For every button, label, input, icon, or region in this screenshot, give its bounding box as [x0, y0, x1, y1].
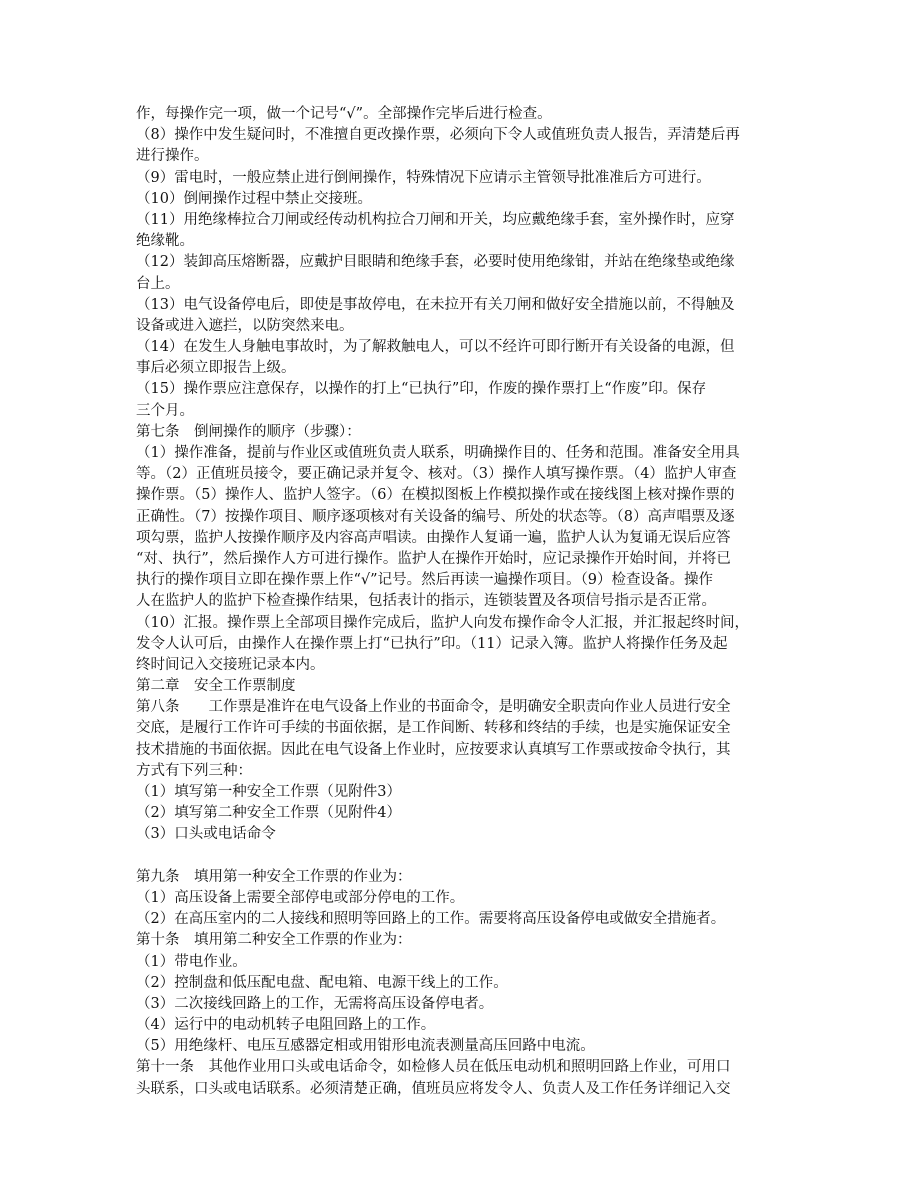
text-line: （3）二次接线回路上的工作，无需将高压设备停电者。: [136, 995, 494, 1012]
paragraph: [136, 189, 796, 210]
text-line: 第九条 填用第一种安全工作票的作业为：: [136, 868, 412, 885]
text-line: 进行操作。: [136, 148, 209, 165]
paragraph: [136, 909, 796, 930]
paragraph: [136, 337, 796, 379]
text-line: （2）填写第二种安全工作票（见附件4）: [136, 805, 401, 822]
paragraph: [136, 676, 796, 697]
paragraph: [136, 930, 796, 951]
text-line: 设备或进入遮拦，以防突然来电。: [136, 317, 354, 334]
paragraph: [136, 973, 796, 994]
text-line: （5）用绝缘杆、电压互感器定相或用钳形电流表测量高压回路中电流。: [136, 1038, 595, 1055]
text-line: 作，每操作完一项，做一个记号“√”。全部操作完毕后进行检查。: [136, 106, 552, 122]
paragraph: [136, 104, 796, 125]
paragraph: [136, 888, 796, 909]
text-line: （14）在发生人身触电事故时，为了解救触电人，可以不经许可即行断开有关设备的电源，但: [136, 339, 735, 356]
paragraph: [136, 952, 796, 973]
paragraph: [136, 1015, 796, 1036]
text-line: （10）汇报。操作票上全部项目操作完成后，监护人向发布操作命令人汇报，并汇报起终时间，: [136, 614, 749, 631]
text-line: 第十条 填用第二种安全工作票的作业为：: [136, 932, 412, 949]
text-line: 第七条 倒闸操作的顺序（步骤）：: [136, 423, 361, 440]
text-line: （1）填写第一种安全工作票（见附件3）: [136, 784, 401, 800]
text-line: （2）控制盘和低压配电盘、配电箱、电源干线上的工作。: [136, 974, 508, 991]
text-line: （9）雷电时，一般应禁止进行倒闸操作，特殊情况下应请示主管领导批准准后方可进行。: [136, 169, 711, 186]
text-line: 第二章 安全工作票制度: [136, 678, 296, 695]
paragraph: [136, 210, 796, 252]
text-line: （10）倒闸操作过程中禁止交接班。: [136, 190, 372, 207]
paragraph: [136, 1057, 796, 1099]
paragraph: [136, 252, 796, 294]
text-line: （2）在高压室内的二人接线和照明等回路上的工作。需要将高压设备停电或做安全措施者。: [136, 911, 726, 928]
text-line: “对、执行”，然后操作人方可进行操作。监护人在操作开始时，应记录操作开始时间，并将已: [136, 550, 731, 567]
text-line: （1）高压设备上需要全部停电或部分停电的工作。: [136, 889, 465, 906]
text-line: （1）操作准备，提前与作业区或值班负责人联系，明确操作目的、任务和范围。准备安全用具: [136, 445, 740, 461]
paragraph: [136, 422, 796, 443]
text-line: （13）电气设备停电后，即使是事故停电，在未拉开有关刀闸和做好安全措施以前，不得触及: [136, 296, 735, 313]
paragraph: [136, 168, 796, 189]
paragraph: [136, 125, 796, 167]
text-line: 正确性。（7）按操作项目、顺序逐项核对有关设备的编号、所处的状态等。（8）高声唱票及逐: [136, 508, 735, 525]
paragraph: [136, 443, 796, 676]
blank-line: [136, 846, 796, 867]
paragraph: [136, 697, 796, 782]
document-page: [136, 104, 796, 1100]
text-line: （3）口头或电话命令: [136, 826, 276, 843]
paragraph: [136, 803, 796, 824]
text-line: （12）装卸高压熔断器，应戴护目眼睛和绝缘手套，必要时使用绝缘钳，并站在绝缘垫或绝缘: [136, 254, 735, 271]
paragraph: [136, 994, 796, 1015]
text-line: （4）运行中的电动机转子电阻回路上的工作。: [136, 1017, 436, 1034]
paragraph: [136, 867, 796, 888]
paragraph: [136, 824, 796, 845]
text-line: 交底，是履行工作许可手续的书面依据，是工作间断、转移和终结的手续，也是实施保证安全: [136, 720, 731, 737]
text-line: （1）带电作业。: [136, 953, 247, 970]
text-line: 第八条 工作票是准许在电气设备上作业的书面命令，是明确安全职责向作业人员进行安全: [136, 699, 731, 716]
text-line: 事后必须立即报告上级。: [136, 360, 296, 377]
paragraph: [136, 846, 796, 867]
text-line: 台上。: [136, 275, 180, 292]
paragraph: [136, 379, 796, 421]
text-line: 绝缘靴。: [136, 233, 194, 250]
paragraph: [136, 782, 796, 803]
text-line: 执行的操作项目立即在操作票上作“√”记号。然后再读一遍操作项目。（9）检查设备。操作: [136, 572, 714, 589]
paragraph: [136, 1036, 796, 1057]
text-line: 项勾票，监护人按操作顺序及内容高声唱读。由操作人复诵一遍，监护人认为复诵无误后应答: [136, 529, 731, 546]
text-line: 终时间记入交接班记录本内。: [136, 656, 325, 673]
text-line: 第十一条 其他作业用口头或电话命令，如检修人员在低压电动机和照明回路上作业，可用口: [136, 1059, 731, 1076]
text-line: 操作票。（5）操作人、监护人签字。（6）在模拟图板上作模拟操作或在接线图上核对操作票的: [136, 487, 735, 504]
text-line: （8）操作中发生疑问时，不准擅自更改操作票，必须向下令人或值班负责人报告，弄清楚后再: [136, 127, 740, 144]
text-line: 等。（2）正值班员接令，要正确记录并复令、核对。（3）操作人填写操作票。（4）监护人审查: [136, 466, 737, 483]
text-line: 人在监护人的监护下检查操作结果，包括表计的指示，连锁装置及各项信号指示是否正常。: [136, 593, 716, 610]
paragraph: [136, 295, 796, 337]
text-line: （15）操作票应注意保存，以操作的打上“已执行”印，作废的操作票打上“作废”印。保存: [136, 381, 707, 398]
text-line: 头联系，口头或电话联系。必须清楚正确，值班员应将发令人、负责人及工作任务详细记入交: [136, 1080, 731, 1097]
text-line: 发令人认可后，由操作人在操作票上打“已执行”印。（11）记录入簿。监护人将操作任务及起: [136, 635, 728, 652]
text-line: 方式有下列三种：: [136, 762, 252, 779]
text-line: 三个月。: [136, 402, 194, 419]
text-line: 技术措施的书面依据。因此在电气设备上作业时，应按要求认真填写工作票或按命令执行，其: [136, 741, 731, 758]
text-line: （11）用绝缘棒拉合刀闸或经传动机构拉合刀闸和开关，均应戴绝缘手套，室外操作时，应穿: [136, 211, 735, 228]
